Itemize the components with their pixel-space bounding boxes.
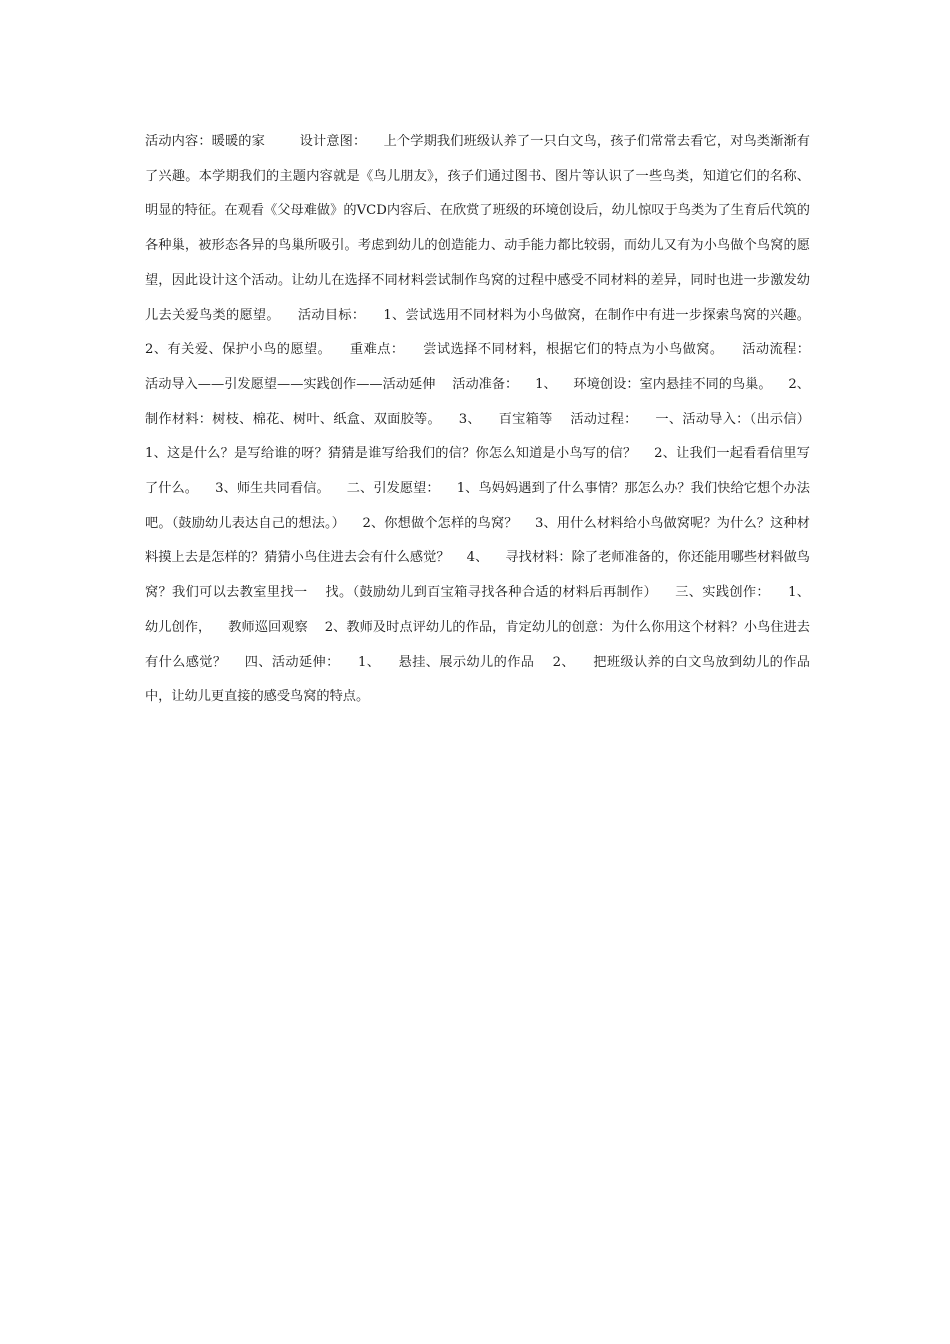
- lesson-plan-text: 活动内容：暖暖的家 设计意图： 上个学期我们班级认养了一只白文鸟，孩子们常常去看它，对鸟类渐渐有了兴趣。本学期我们的主题内容就是《鸟儿朋友》，孩子们通过图书、图片等认识了一些鸟类，知道它们的名称、明显的特征。在观看《父母难做》的VCD内容后、在欣赏了班级的环境创设后，幼儿惊叹于鸟类为了生育后代筑的各种巢，被形态各异的鸟巢所吸引。考虑到幼儿的创造能力、动手能力都比较弱，而幼儿又有为小鸟做个鸟窝的愿望，因此设计这个活动。让幼儿在选择不同材料尝试制作鸟窝的过程中感受不同材料的差异，同时也进一步激发幼儿去关爱鸟类的愿望。 活动目标： 1、尝试选用不同材料为小鸟做窝，在制作中有进一步探索鸟窝的兴趣。 2、有关爱、保护小鸟的愿望。 重难点： 尝试选择不同材料，根据它们的特点为小鸟做窝。 活动流程： 活动导入——引发愿望——实践创作——活动延伸 活动准备： 1、 环境创设：室内悬挂不同的鸟巢。 2、 制作材料：树枝、棉花、树叶、纸盒、双面胶等。 3、 百宝箱等 活动过程： 一、活动导入：（出示信） 1、这是什么？是写给谁的呀？猜猜是谁写给我们的信？你怎么知道是小鸟写的信？ 2、让我们一起看看信里写了什么。 3、师生共同看信。 二、引发愿望： 1、鸟妈妈遇到了什么事情？那怎么办？我们快给它想个办法吧。（鼓励幼儿表达自己的想法。） 2、你想做个怎样的鸟窝？ 3、用什么材料给小鸟做窝呢？为什么？这种材料摸上去是怎样的？猜猜小鸟住进去会有什么感觉？ 4、 寻找材料：除了老师准备的，你还能用哪些材料做鸟窝？我们可以去教室里找一 找。（鼓励幼儿到百宝箱寻找各种合适的材料后再制作） 三、实践创作： 1、 幼儿创作， 教师巡回观察 2、教师及时点评幼儿的作品，肯定幼儿的创意：为什么你用这个材料？小鸟住进去有什么感觉？ 四、活动延伸： 1、 悬挂、展示幼儿的作品 2、 把班级认养的白文鸟放到幼儿的作品中，让幼儿更直接的感受鸟窝的特点。: [145, 134, 827, 705]
